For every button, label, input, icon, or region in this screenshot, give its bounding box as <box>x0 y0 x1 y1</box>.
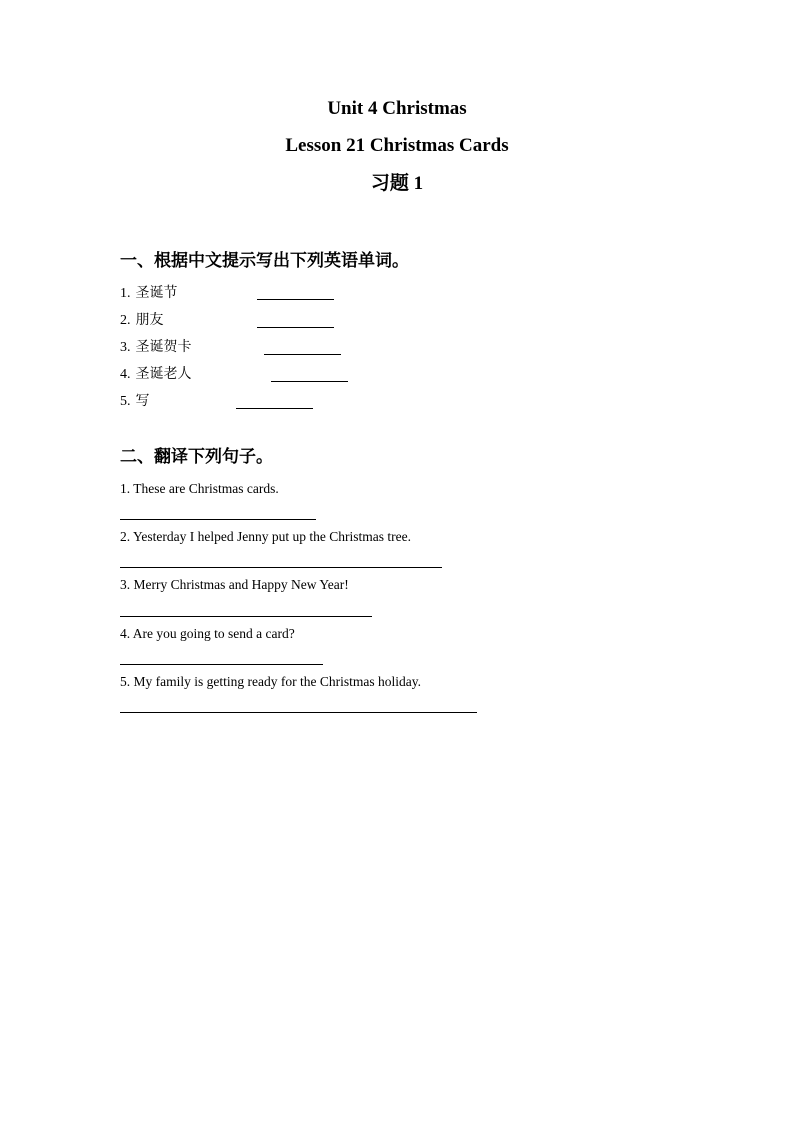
vocab-word: 圣诞节 <box>135 286 178 301</box>
translation-answer-line[interactable] <box>120 712 477 713</box>
vocab-item-3 <box>120 339 192 357</box>
vocab-answer-blank[interactable] <box>236 408 313 409</box>
lesson-title: Lesson 21 Christmas Cards <box>285 135 509 156</box>
translation-answer-line[interactable] <box>120 567 442 568</box>
vocab-item-1 <box>120 285 178 303</box>
vocab-item-5 <box>120 393 150 411</box>
vocab-answer-blank[interactable] <box>257 327 334 328</box>
vocab-word: 写 <box>135 394 150 409</box>
sentence-3: 3. Merry Christmas and Happy New Year! <box>120 577 349 592</box>
sentence-2: 2. Yesterday I helped Jenny put up the Christmas tree. <box>120 529 411 544</box>
vocab-answer-blank[interactable] <box>264 354 341 355</box>
exercise-title: 习题 1 <box>370 173 424 194</box>
vocab-item-4 <box>120 366 192 384</box>
vocab-number: 1. <box>120 286 131 301</box>
vocab-number: 5. <box>120 394 131 409</box>
section2-heading: 二、翻译下列句子。 <box>120 447 273 466</box>
vocab-number: 2. <box>120 313 131 328</box>
vocab-number: 4. <box>120 367 131 382</box>
unit-title: Unit 4 Christmas <box>327 98 467 119</box>
translation-answer-line[interactable] <box>120 616 372 617</box>
vocab-answer-blank[interactable] <box>271 381 348 382</box>
translation-answer-line[interactable] <box>120 519 316 520</box>
vocab-word: 圣诞老人 <box>135 367 192 382</box>
sentence-5: 5. My family is getting ready for the Christmas holiday. <box>120 674 421 689</box>
section1-heading: 一、根据中文提示写出下列英语单词。 <box>120 251 409 270</box>
sentence-1: 1. These are Christmas cards. <box>120 481 279 496</box>
vocab-word: 圣诞贺卡 <box>135 340 192 355</box>
vocab-number: 3. <box>120 340 131 355</box>
vocab-answer-blank[interactable] <box>257 299 334 300</box>
vocab-item-2 <box>120 312 164 330</box>
translation-answer-line[interactable] <box>120 664 323 665</box>
vocab-word: 朋友 <box>135 313 164 328</box>
sentence-4: 4. Are you going to send a card? <box>120 626 295 641</box>
